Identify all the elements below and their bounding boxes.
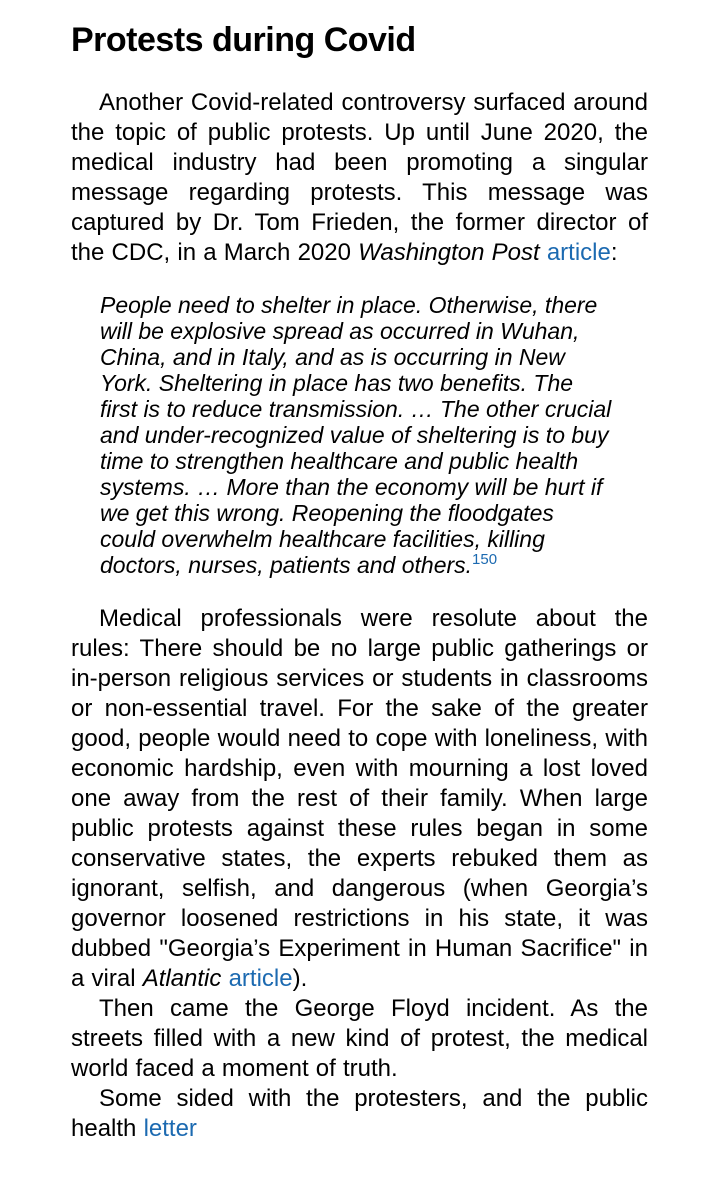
- italic-publication-name: Atlantic: [142, 965, 222, 992]
- section-heading: Protests during Covid: [71, 21, 416, 59]
- paragraph-george-floyd: Then came the George Floyd incident. As the streets filled with a new kind of protest, the medical world faced a moment of truth.: [71, 995, 648, 1082]
- paragraph-partial-clipped: Some sided with the protesters, and the public health letter: [71, 1085, 648, 1142]
- footnote-link[interactable]: 150: [472, 551, 498, 568]
- italic-publication-name: Washington Post: [358, 239, 540, 266]
- inline-article-link[interactable]: letter: [143, 1115, 197, 1142]
- inline-article-link[interactable]: article: [546, 239, 611, 266]
- frieden-quote-block: People need to shelter in place. Otherwise, there will be explosive spread as occurred in Wuhan, China, and in Italy, and as is occurring in New York. Sheltering in place has two benefits. The first is to reduce transmission. … The other crucial and under-recognized value of sheltering is to buy time to strengthen healthcare and public health systems. … More than the economy will be hurt if we get this wrong. Reopening the floodgates could overwhelm healthcare facilities, killing doctors, nurses, patients and others.$^{150}$: [100, 292, 612, 578]
- paragraph-medical-rules: Medical professionals were resolute about the rules: There should be no large public gatherings or in-person religious services or students in classrooms or non-essential travel. For the sake of the greater good, people would need to cope with loneliness, with economic hardship, even with mourning a lost loved one away from the rest of their family. When large public protests against these rules began in some conservative states, the experts rebuked them as ignorant, selfish, and dangerous (when Georgia’s governor loosened restrictions in his state, it was dubbed "Georgia’s Experiment in Human Sacrifice" in a viral Atlantic article).: [71, 605, 648, 992]
- inline-article-link[interactable]: article: [228, 965, 293, 992]
- paragraph-intro: Another Covid-related controversy surfaced around the topic of public protests. Up until June 2020, the medical industry had been promoting a singular message regarding protests. This message was captured by Dr. Tom Frieden, the former director of the CDC, in a March 2020 Washington Post article:: [71, 89, 648, 266]
- footnote-reference: [472, 551, 497, 568]
